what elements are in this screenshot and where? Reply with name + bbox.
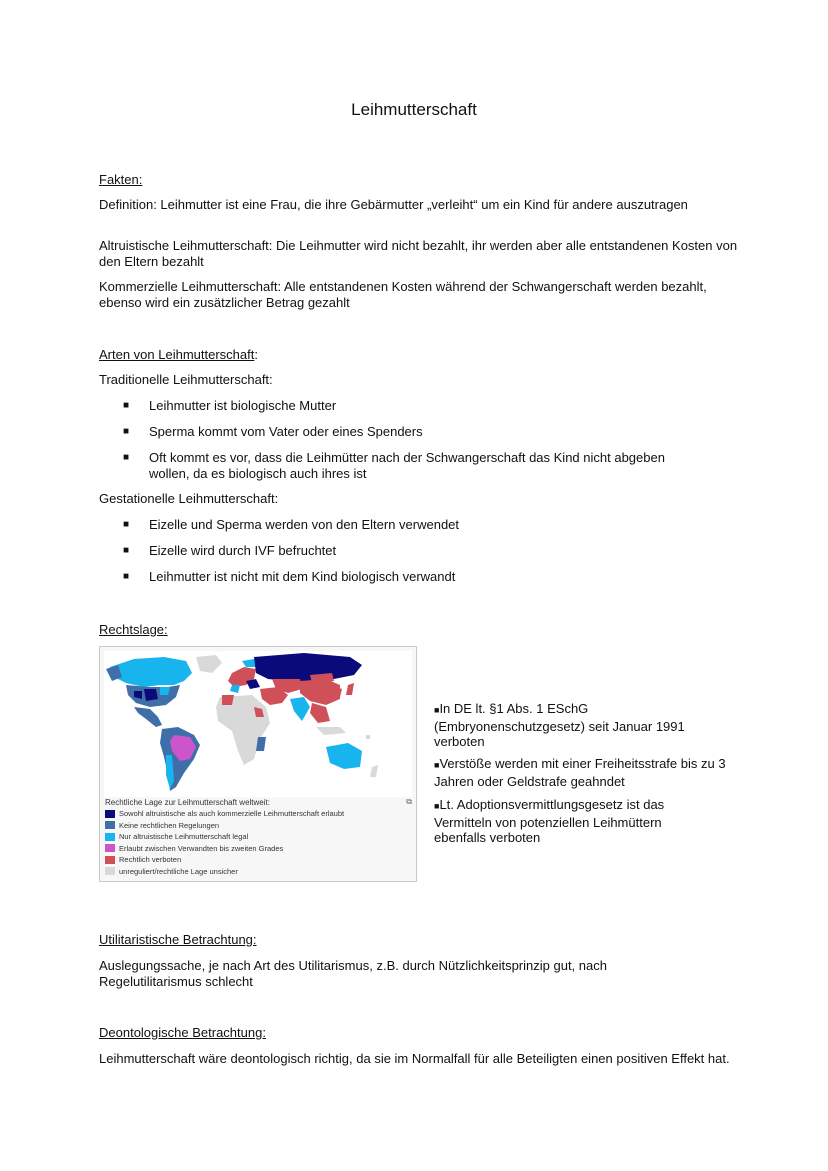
world-map-figure bbox=[99, 646, 417, 882]
legend-item bbox=[105, 820, 411, 832]
legend-swatch bbox=[105, 844, 115, 852]
bullet-icon: ■ bbox=[123, 452, 130, 463]
enlarge-icon[interactable]: ⧉ bbox=[406, 797, 412, 806]
utilitaristisch-heading: Utilitaristische Betrachtung: bbox=[99, 932, 257, 947]
world-map-image bbox=[104, 651, 412, 797]
rechtslage-point-text: Verstöße werden mit einer Freiheitsstrafe bis zu 3 Jahren oder Geldstrafe geahndet bbox=[434, 756, 726, 789]
map-legend bbox=[105, 797, 411, 877]
bullet-icon: ■ bbox=[123, 400, 130, 411]
fakten-kommerziell: Kommerzielle Leihmutterschaft: Alle entstandenen Kosten während der Schwangerschaft werden bezahlt, ebenso wird ein zusätzlicher Betrag gezahlt bbox=[99, 279, 707, 310]
arten-heading bbox=[99, 347, 258, 363]
legend-title: Rechtliche Lage zur Leihmutterschaft weltweit: bbox=[105, 798, 270, 807]
rechtslage-point bbox=[434, 701, 734, 750]
bullet-icon: ■ bbox=[123, 426, 130, 437]
list-item-text: Leihmutter ist nicht mit dem Kind biologisch verwandt bbox=[149, 569, 456, 584]
list-item-text: Eizelle und Sperma werden von den Eltern verwendet bbox=[149, 517, 460, 532]
legend-swatch bbox=[105, 821, 115, 829]
legend-label: unreguliert/rechtliche Lage unsicher bbox=[119, 866, 238, 876]
rechtslage-point-text: In DE lt. §1 Abs. 1 ESchG (Embryonenschutzgesetz) seit Januar 1991 verboten bbox=[434, 701, 685, 749]
legend-swatch bbox=[105, 833, 115, 841]
list-item bbox=[123, 398, 719, 414]
bullet-icon: ■ bbox=[123, 545, 130, 556]
bullet-icon: ■ bbox=[434, 801, 440, 811]
arten-heading-text: Arten von Leihmutterschaft bbox=[99, 347, 255, 362]
list-item-text: Eizelle wird durch IVF befruchtet bbox=[149, 543, 337, 558]
list-item bbox=[123, 569, 719, 585]
list-item-text: Leihmutter ist biologische Mutter bbox=[149, 398, 337, 413]
list-item bbox=[123, 450, 709, 481]
legend-label: Sowohl altruistische als auch kommerzielle Leihmutterschaft erlaubt bbox=[119, 809, 345, 818]
legend-swatch bbox=[105, 867, 115, 875]
fakten-altruistisch: Altruistische Leihmutterschaft: Die Leihmutter wird nicht bezahlt, ihr werden aber alle entstandenen Kosten von den Eltern bezahlt bbox=[99, 238, 738, 269]
world-map-graphic bbox=[104, 651, 412, 797]
fakten-heading: Fakten: bbox=[99, 172, 143, 187]
bullet-icon: ■ bbox=[434, 705, 440, 715]
legend-item bbox=[105, 808, 411, 820]
legend-item bbox=[105, 854, 411, 866]
legend-swatch bbox=[105, 856, 115, 864]
traditionell-label: Traditionelle Leihmutterschaft: bbox=[99, 372, 273, 387]
legend-item bbox=[105, 866, 411, 878]
rechtslage-point bbox=[434, 797, 704, 846]
legend-label: Nur altruistische Leihmutterschaft legal bbox=[119, 832, 249, 841]
utilitaristisch-text: Auslegungssache, je nach Art des Utilitarismus, z.B. durch Nützlichkeitsprinzip gut, nach Regelutilitarismus schlecht bbox=[99, 958, 607, 989]
bullet-icon: ■ bbox=[123, 571, 130, 582]
legend-item bbox=[105, 843, 411, 855]
deontologisch-text: Leihmutterschaft wäre deontologisch richtig, da sie im Normalfall für alle Beteiligten einen positiven Effekt hat. bbox=[99, 1051, 730, 1066]
bullet-icon: ■ bbox=[123, 519, 130, 530]
legend-label: Keine rechtlichen Regelungen bbox=[119, 820, 220, 830]
arten-heading-suffix: : bbox=[254, 347, 258, 362]
page-title: Leihmutterschaft bbox=[351, 100, 477, 119]
legend-label: Erlaubt zwischen Verwandten bis zweiten Grades bbox=[119, 843, 284, 853]
list-item bbox=[123, 424, 719, 440]
rechtslage-point bbox=[434, 756, 734, 789]
gestationell-label: Gestationelle Leihmutterschaft: bbox=[99, 491, 279, 506]
list-item-text: Oft kommt es vor, dass die Leihmütter nach der Schwangerschaft das Kind nicht abgeben wollen, da es biologisch auch ihres ist bbox=[149, 450, 665, 481]
rechtslage-point-text: Lt. Adoptionsvermittlungsgesetz ist das Vermitteln von potenziellen Leihmüttern ebenfalls verboten bbox=[434, 797, 665, 845]
legend-swatch bbox=[105, 810, 115, 818]
legend-label: Rechtlich verboten bbox=[119, 855, 182, 864]
fakten-definition: Definition: Leihmutter ist eine Frau, die ihre Gebärmutter „verleiht“ um ein Kind für andere auszutragen bbox=[99, 197, 688, 212]
bullet-icon: ■ bbox=[434, 760, 440, 770]
list-item bbox=[123, 517, 719, 533]
list-item-text: Sperma kommt vom Vater oder eines Spenders bbox=[149, 424, 423, 439]
deontologisch-heading: Deontologische Betrachtung: bbox=[99, 1025, 266, 1040]
list-item bbox=[123, 543, 719, 559]
rechtslage-heading: Rechtslage: bbox=[99, 622, 168, 637]
legend-item bbox=[105, 831, 411, 843]
